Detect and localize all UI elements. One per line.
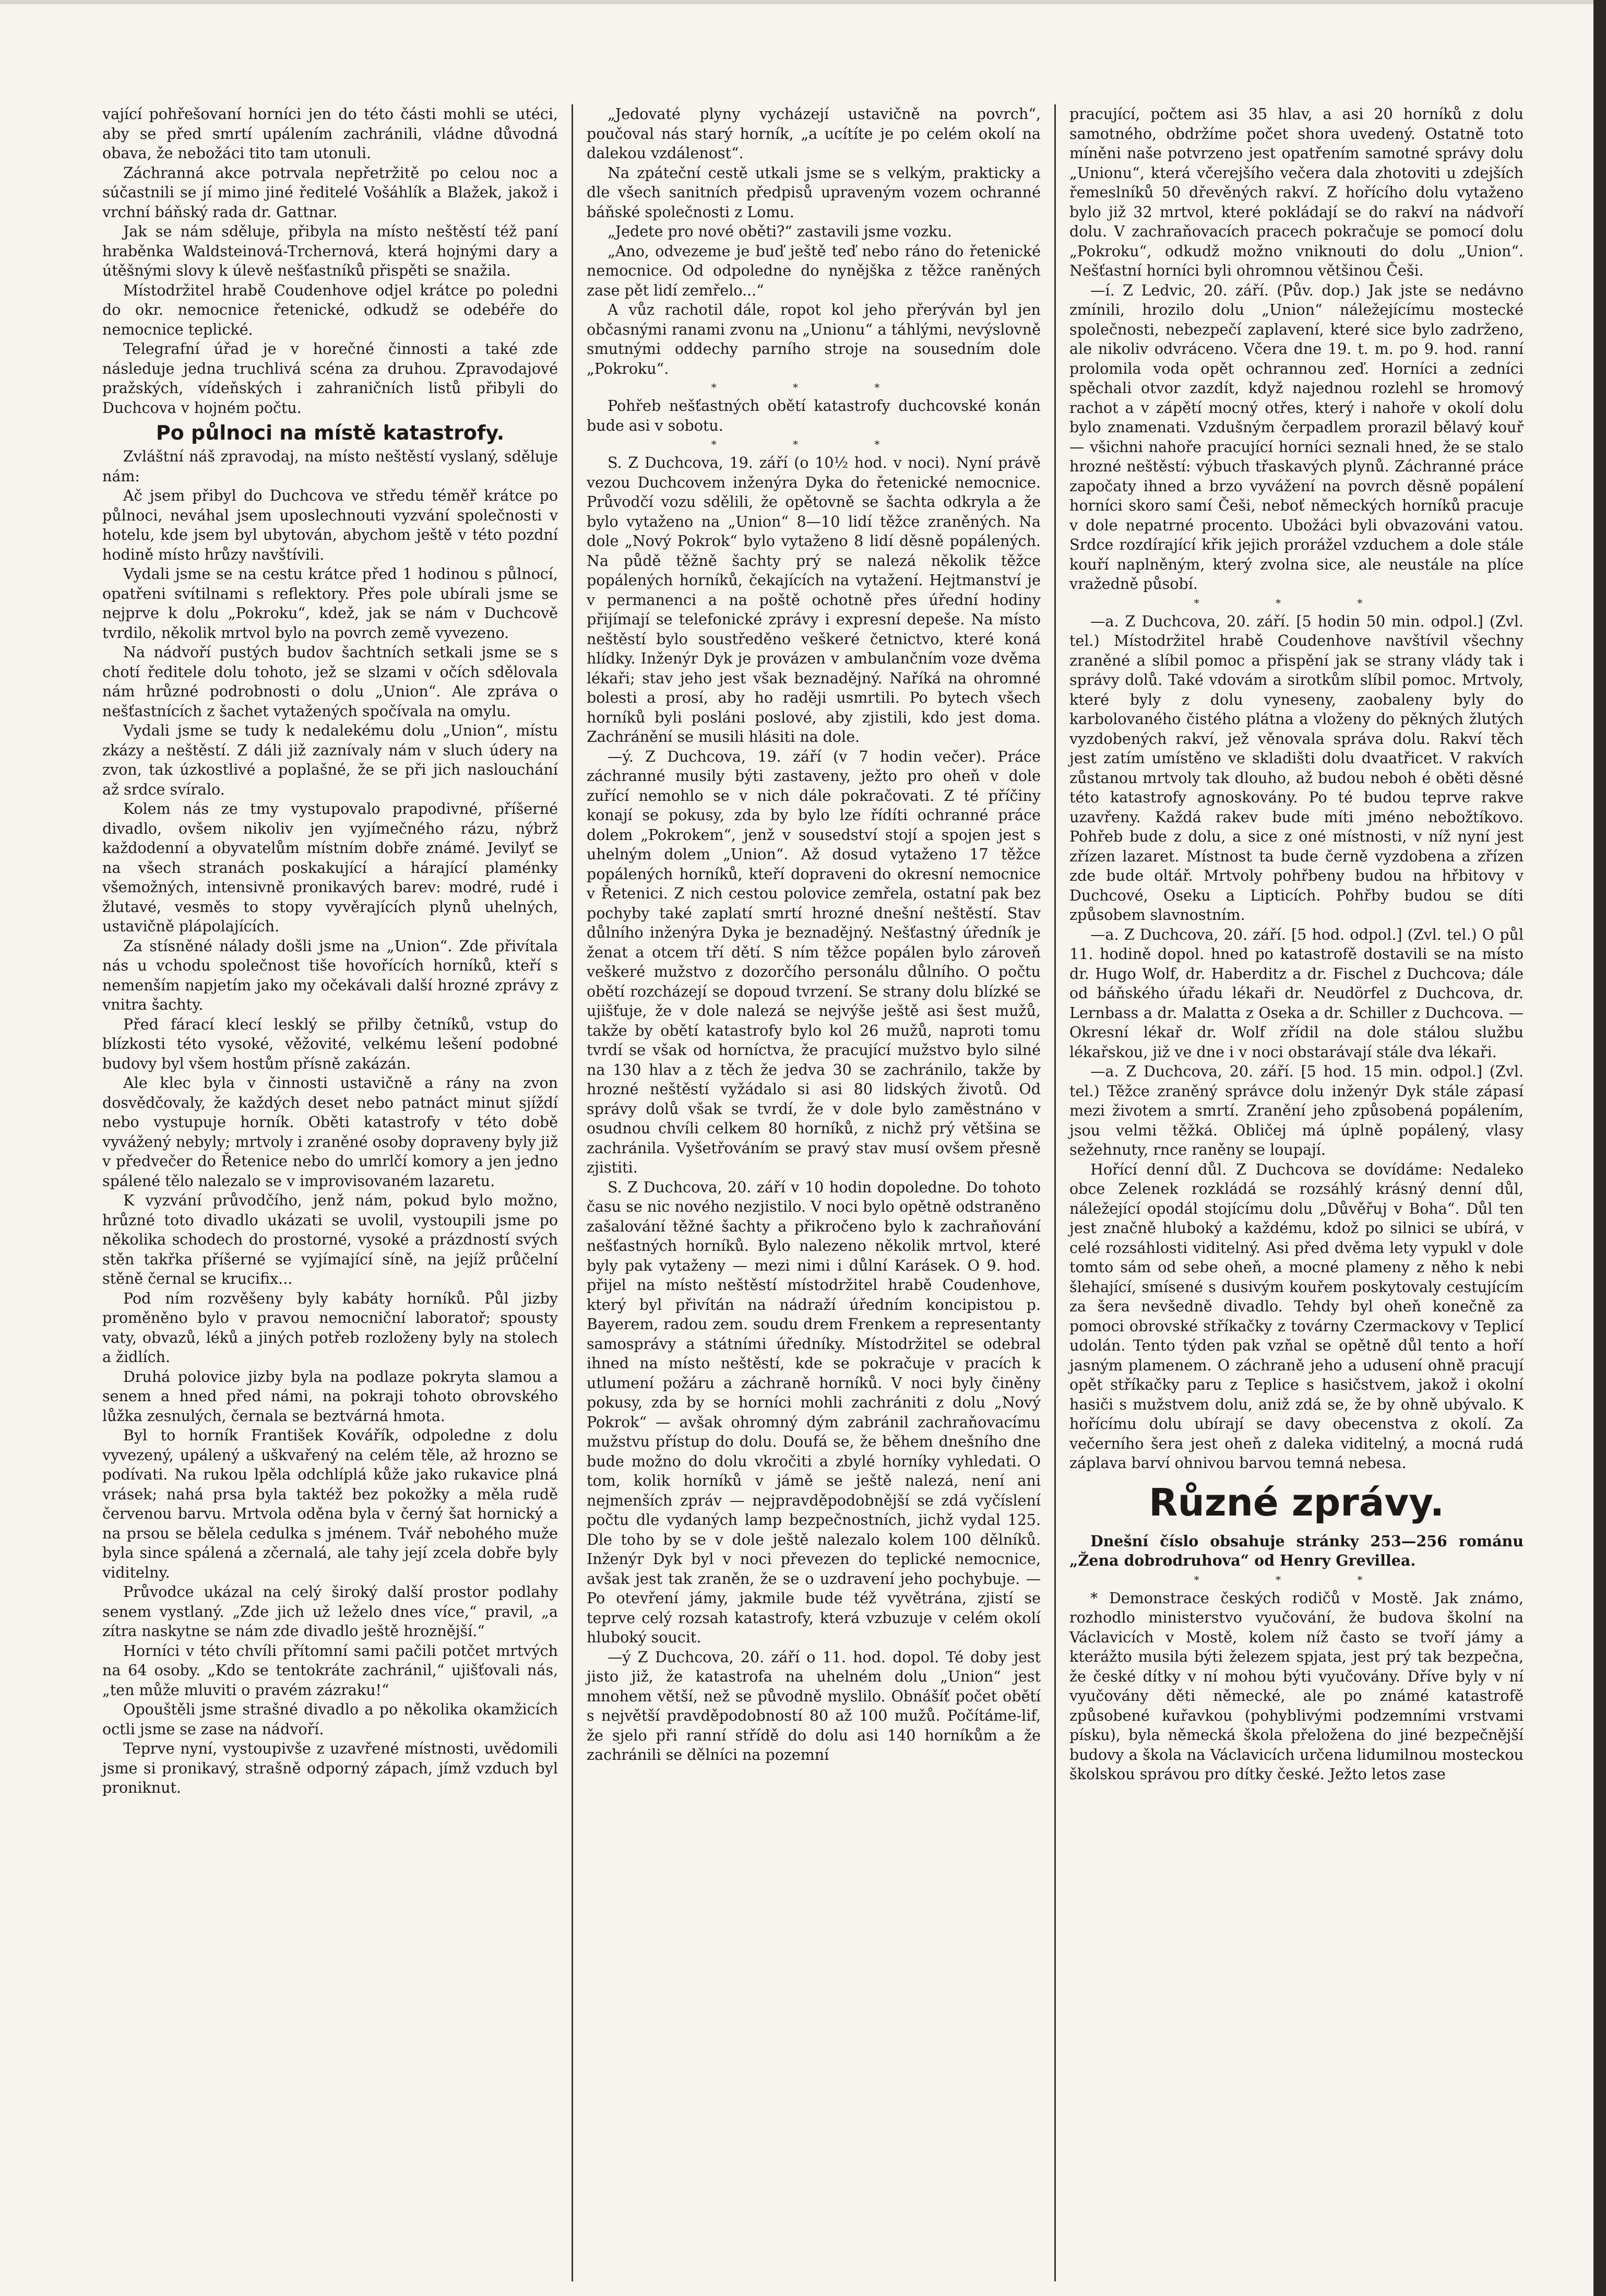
paragraph: vající pohřešovaní horníci jen do této části mohli se utéci, aby se před smrtí upálením zachránili, vládne důvodná obava, že nebožáci tito tam utonuli. [102,105,558,162]
column-1 [89,104,572,2281]
paragraph: „Jedovaté plyny vycházejí ustavičně na povrch“, poučoval nás starý horník, „a ucítíte je po celém okolí na dalekou vzdálenost“. [587,105,1041,162]
dispatch: —ý Z Duchcova, 20. září o 11. hod. dopol. Té doby jest jisto již, že katastrofa na uhelném dolu „Union“ jest mnohem větší, než se původně myslilo. Obnášíť počet obětí s největší pravděpodobností 80 až 100 mužů. Počítáme-lif, že sjelo při ranní střídě do dolu asi 140 horníkům a že zachránili se dělníci na pozemní [587,1648,1041,1764]
paragraph: Za stísněné nálady došli jsme na „Union“. Zde přivítala nás u vchodu společnost tiše hovořících horníků, kteří s nemenším napjetím jako my očekávali další hrozné zprávy z vnitra šachty. [102,937,558,1013]
paragraph: Před fárací klecí lesklý se přilby četníků, vstup do blízkosti této vysoké, věžovité, velkému lešení podobné budovy byl všem hostům přísně zakázán. [102,1015,558,1072]
separator-stars: * * * [711,381,917,394]
paragraph: Jak se nám sděluje, přibyla na místo neštěstí též paní hraběnka Waldsteinová-Trchernová, která hojnými dary a útěšnými slovy k úlevě nešťastníků přispěti se snažila. [102,223,558,279]
novel-notice: Dnešní číslo obsahuje stránky 253—256 románu „Žena dobrodruhova“ od Henry Grevillea. [1069,1532,1524,1569]
newspaper-columns [89,104,1538,2281]
paragraph: „Ano, odvezeme je buď ještě teď nebo ráno do řetenické nemocnice. Od odpoledne do nynějška z těžce raněných zase pět lidí zemřelo...“ [587,242,1041,299]
dispatch: —a. Z Duchcova, 20. září. [5 hod. 15 min. odpol.] (Zvl. tel.) Těžce zraněný správce dolu inženýr Dyk stále zápasí mezi životem a smrtí. Zranění jeho způsobená popálením, jsou velmi těžká. Obličej má úplně popálený, vlasy sežehnuty, rnce raněny se loupají. [1069,1063,1524,1158]
section-heading: Po půlnoci na místě katastrofy. [156,421,505,444]
paragraph: Ale klec byla v činnosti ustavičně a rány na zvon dosvědčovaly, že každých deset nebo patnáct minut sjíždí nebo vystupuje horník. Oběti katastrofy v této době vyvážený nebyly; mrtvoly i zraněné osoby dopraveny byly již v předvečer do Řetenice nebo do umrlčí komory a jen jedno spálené tělo nalezalo se v improvisovaném lazaretu. [102,1074,558,1190]
paragraph: Druhá polovice jizby byla na podlaze pokryta slamou a senem a hned před námi, na pokraji tohoto obrovského lůžka zesnulých, černala se beztvárná hmota. [102,1368,558,1425]
separator-stars: * * * [1194,596,1399,609]
paragraph: Pod ním rozvěšeny byly kabáty horníků. Půl jizby proměněno bylo v pravou nemocniční laboratoř; spousty vaty, obvazů, léků a jiných potřeb rozloženy byly na stolech a židlích. [102,1289,558,1366]
paragraph: Místodržitel hrabě Coudenhove odjel krátce po poledni do okr. nemocnice řetenické, odkudž se odebéře do nemocnice teplické. [102,281,558,338]
separator-stars: * * * [1194,1573,1399,1586]
dispatch: S. Z Duchcova, 19. září (o 10½ hod. v noci). Nyní právě vezou Duchcovem inženýra Dyka do řetenické nemocnice. Průvodčí vozu sdělili, že opětovně se šachta odkryla a že bylo vytaženo na „Union“ 8—10 lidí těžce zraněných. Na dole „Nový Pokrok“ bylo vytaženo 8 lidí děsně popálených. Na půdě těžně šachty prý se nalezá několik těžce popálených horníků, čekajících na vytažení. Hejtmanství je v permanenci a na poště ochotně přes úřední hodiny přijímají se telefonické zprávy i expresní depeše. Na místo neštěstí bylo soustředěno veškeré četnictvo, které koná hlídky. Inženýr Dyk je provázen v ambulančním voze dvěma lékaři; stav jeho jest však beznadějný. Naříká na ohromné bolesti a prosí, aby ho raději usmrtili. Po bytech všech horníků byli posláni poslové, aby zjistili, kdo jest doma. Zachránění se musili hlásiti na dole. [587,454,1041,745]
separator-stars: * * * [711,438,917,451]
article: * Demonstrace českých rodičů v Mostě. Jak známo, rozhodlo ministerstvo vyučování, že budova školní na Václavicích v Mostě, kolem níž často se tvoří jámy a kterážto musila býti železem spjata, jest prý tak bezpečna, že české dítky v ní mohou býti vyučovány. Dříve byly v ní vyučovány děti německé, ale po známé katastrofě způsobené kuřavkou (pohyblivými podzemními vrstvami písku), byla německá škola přeložena do jiné bezpečnější budovy a škola na Václavicích určena lidumilnou mosteckou školskou správou pro dítky české. Ježto letos zase [1069,1589,1524,1783]
dispatch: —ý. Z Duchcova, 19. září (v 7 hodin večer). Práce záchranné musily býti zastaveny, ježto pro oheň v dole zuřící nemohlo se v nich dále pokračovati. Z té příčiny konají se pokusy, zda by bylo lze řídíti ochranné práce dolem „Pokrokem“, jenž v sousedství stojí a spojen jest s uhelným dolem „Union“. Až dosud vytaženo 17 těžce popálených horníků, kteří dopraveni do okresní nemocnice v Řetenici. Z nich cestou polovice zemřela, ostatní pak bez pochyby také zaplatí smrtí hrozné dnešní neštěstí. Stav důlního inženýra Dyka je beznadějný. Nešťastný úředník je ženat a otcem tří dětí. S ním těžce popálen bylo zároveň veškeré mužstvo z dozorčího personálu důlního. O počtu obětí rozcházejí se dopoud tvrzení. Se strany dolu blízké se ujišťuje, že v dole nalezá se nejvýše ještě asi šest mužů, takže by obětí katastrofy bylo kol 26 mužů, naproti tomu tvrdí se však od horníctva, že pracující mužstvo bylo silné na 130 hlav a z těch že jedva 30 se zachránilo, takže by hrozné neštěstí vyžádalo si asi 80 lidských životů. Od správy dolů však se tvrdí, že v dole bylo zaměstnáno v osudnou chvíli celkem 80 horníků, z nichž prý většina se zachránila. Vyšetřováním se pravý stav musí ovšem přesně zjistiti. [587,748,1041,1176]
paragraph: Horníci v této chvíli přítomní sami pačili potčet mrtvých na 64 osoby. „Kdo se tentokráte zachránil,“ ujišťovali nás, „ten může mluviti o pravém zázraku!“ [102,1642,558,1699]
paragraph: pracující, počtem asi 35 hlav, a asi 20 horníků z dolu samotného, obdržíme počet shora uvedený. Ostatně toto míněni naše potvrzeno jest opatřením samotné správy dolu „Unionu“, která včerejšího večera dala zhotoviti u zdejších řemeslníků 50 dřevěných rakví. Z hořícího dolu vytaženo bylo již 32 mrtvol, které pokládají se do rakví na nádvoří dolu. V zachraňovacích pracech pokračuje se pomocí dolu „Pokroku“, odkudž možno vniknouti do dolu „Union“. Nešťastní horníci byli ohromnou většinou Češi. [1069,105,1524,279]
dispatch: —a. Z Duchcova, 20. září. [5 hod. odpol.] (Zvl. tel.) O půl 11. hodině dopol. hned po katastrofě dostavili se na místo dr. Hugo Wolf, dr. Haberditz a dr. Fischel z Duchcova; dále od báňského úřadu lékaři dr. Neudörfel z Duchcova, dr. Lernbass a dr. Malatta z Oseka a dr. Schiller z Duchcova. — Okresní lékař dr. Wolf zřídil na dole stálou službu lékařskou, již ve dne i v noci obstarávají stále dva lékaři. [1069,926,1524,1061]
paragraph: Byl to horník František Kovářík, odpoledne z dolu vyvezený, upálený a uškvařený na celém těle, až hrozno se podívati. Na rukou lpěla odchlíplá kůže jako rukavice plná vrásek; nahá prsa byla taktéž bez pokožky a měla rudě červenou barvu. Mrtvola oděna byla v černý šat hornický a na prsou se bělela cedulka s jménem. Tvář nebohého muže byla since spálená a zčernalá, ale tahy její zcela dobře byly viditelny. [102,1427,558,1581]
paragraph: Vydali jsme se na cestu krátce před 1 hodinou s půlnocí, opatřeni svítilnami s reflektory. Přes pole ubírali jsme se nejprve k dolu „Pokroku“, kdež, jak se nám v Duchcově tvrdilo, několik mrtvol bylo na povrch země vyvezeno. [102,565,558,642]
section-heading: Různé zprávy. [1149,1480,1444,1524]
dispatch: S. Z Duchcova, 20. září v 10 hodin dopoledne. Do tohoto času se nic nového nezjistilo. V noci bylo opětně odstraněno zašalování těžné šachty a přikročeno bylo k zachraňování nešťastných horníků. Bylo nalezeno několik mrtvol, které byly pak vytaženy — mezi nimi i důlní Karásek. O 9. hod. přijel na místo neštěstí místodržitel hrabě Coudenhove, který byl přivítán na nádraží úředním koncipistou p. Bayerem, radou zem. soudu drem Frenkem a representanty samosprávy a státními úředníky. Místodržitel se odebral ihned na místo neštěstí, kde se pokračuje v pracích k utlumení požáru a záchraně horníků. V noci byly činěny pokusy, zda by se horníci mohli zachrániti z dolu „Nový Pokrok“ — avšak ohromný dým zabránil zachraňovacímu mužstvu přístup do dolu. Doufá se, že během dnešního dne bude možno do dolu vkročiti a zbylé horníky vyhledati. O tom, kolik horníků v jámě se ještě nalezá, není ani nejmenších zpráv — nejpravděpodobnější se zdá vyčíslení počtu dle vydaných lamp bezpečnostních, jichž vydal 125. Dle toho by se v dole ještě nalezalo kolem 100 dělníků. Inženýr Dyk byl v noci převezen do teplické nemocnice, avšak jest tak zraněn, že se o uzdravení jeho pochybuje. — Po otevření jámy, jakmile bude též vyvětrána, zjistí se teprve celý rozsah katastrofy, která vzbuzuje v celém okolí hluboký soucit. [587,1178,1041,1646]
paragraph: „Jedete pro nové oběti?“ zastavili jsme vozku. [608,223,952,240]
column-3 [1054,104,1537,2281]
paragraph: Telegrafní úřad je v horečné činnosti a také zde následuje jedna truchlivá scéna za druhou. Zpravodajové pražských, vídeňských i zahraničních listů přibyli do Duchcova v hojném počtu. [102,340,558,417]
paragraph: Vydali jsme se tudy k nedalekému dolu „Union“, místu zkázy a neštěstí. Z dáli již zaznívaly nám v sluch údery na zvon, tak úzkostlivé a poplašné, že se při jich naslouchání až srdce svíralo. [102,722,558,798]
page-top-edge [0,0,1606,4]
page-right-edge [1593,0,1606,2296]
dispatch: —a. Z Duchcova, 20. září. [5 hodin 50 min. odpol.] (Zvl. tel.) Místodržitel hrabě Coudenhove navštívil všechny zraněné a slíbil pomoc a přispění jak se strany vlády tak i správy dolů. Také vdovám a sirotkům slíbil pomoc. Mrtvoly, které byly z dolu vyneseny, zaobaleny byly do karbolovaného čistého plátna a vloženy do pěkných žlutých vyzdobených rakví, jež věnovala správa dolu. Rakví těch jest zatím umístěno ve skladišti dolu dvaatřicet. V rakvích zůstanou mrtvoly tak dlouho, až budou neboh é oběti děsné této katastrofy agnoskovány. Po té budou teprve rakve uzavřeny. Každá rakev bude míti jméno nebožtíkovo. Pohřeb bude z dolu, a sice z oné místnosti, v níž nyní jest zřízen lazaret. Místnost ta bude černě vyzdobena a zřízen zde bude oltář. Mrtvoly pohřbeny budou na hřbitovy v Duchcové, Oseku a Lipticích. Pohřby budou se díti způsobem slavnostním. [1069,612,1524,924]
paragraph: K vyzvání průvodčího, jenž nám, pokud bylo možno, hrůzné toto divadlo ukázati se uvolil, vystoupili jsme po několika schodech do prostorné, vysoké a prázdností svých stěn takřka příšerné se vyjímající síně, na jejíž průčelní stěně černal se krucifix... [102,1192,558,1287]
paragraph: Na nádvoří pustých budov šachtních setkali jsme se s chotí ředitele dolu tohoto, jež se slzami v očích sdělovala nám hrůzné podrobnosti o dolu „Union“. Ale zpráva o nešťastnících z šachet vytažených spočívala na omylu. [102,644,558,720]
paragraph: Průvodce ukázal na celý široký další prostor podlahy senem vystlaný. „Zde jich už leželo dnes více,“ pravil, „a zítra naskytne se nám zde divadlo ještě hroznější.“ [102,1583,558,1640]
paragraph: Na zpáteční cestě utkali jsme se s velkým, prakticky a dle všech sanitních předpisů upraveným vozem ochranné báňské společnosti z Lomu. [587,164,1041,221]
paragraph: Opouštěli jsme strašné divadlo a po několika okamžicích octli jsme se zase na nádvoří. [102,1701,558,1738]
dispatch: —í. Z Ledvic, 20. září. (Pův. dop.) Jak jste se nedávno zmínili, hrozilo dolu „Union“ náležejícímu mostecké společnosti, nebezpečí zaplavení, které sice bylo zadrženo, ale nikoliv odvráceno. Včera dne 19. t. m. po 9. hod. ranní prolomila voda opět ochrannou zeď. Horníci a zedníci spěchali otvor zazdít, když najednou rozlehl se hromový rachot a v zápětí mocný otřes, který i nahoře v okolí dolu bylo znamenati. Vzdušným čerpadlem prorazil bělavý kouř — všichni nahoře pracující horníci seznali hned, že se stalo hrozné neštěstí: výbuch třaskavých plynů. Záchranné práce započaty ihned a brzo vyvážení na povrch děsně popálení horníci skoro samí Češi, neboť německých horníků pracuje v dole nepatrné procento. Ubožáci byli obvazováni vatou. Srdce rozdírající křik jejich prorážel vzduchem a dole stále kouří naplněným, který zvolna sice, ale neustále na plíce vražedně působí. [1069,281,1524,593]
paragraph: Teprve nyní, vystoupivše z uzavřené místnosti, uvědomili jsme si pronikavý, strašně odporný zápach, jímž vzduch byl proniknut. [102,1740,558,1796]
paragraph: A vůz rachotil dále, ropot kol jeho přerýván byl jen občasnými ranami zvonu na „Unionu“ a táhlými, nevýslovně smutnými oddechy parního stroje na sousedním dole „Pokroku“. [587,301,1041,377]
column-2 [572,104,1054,2281]
paragraph: Kolem nás ze tmy vystupovalo prapodivné, příšerné divadlo, ovšem nikoliv jen vyjímečného rázu, nýbrž každodenní a obyvatelům místním dobře známé. Jevilyť se na všech stranách poskakující a hárající plaménky všemožných, intensivně pronikavých barev: modré, rudé i žlutavé, vesměs to stopy vyvěrajících plynů uhelných, ustavičně plápolajících. [102,800,558,935]
paragraph: Zvláštní náš zpravodaj, na místo neštěstí vyslaný, sděluje nám: [102,448,558,485]
paragraph: Záchranná akce potrvala nepřetržitě po celou noc a súčastnili se jí mimo jiné ředitelé Vošáhlík a Blažek, jakož i vrchní báňský rada dr. Gattnar. [102,164,558,221]
article: Hořící denní důl. Z Duchcova se dovídáme: Nedaleko obce Zelenek rozkládá se rozsáhlý krásný denní důl, náležející opodál stojícímu dolu „Důvěřuj v Boha“. Důl ten jest značně hluboký a každému, kdož po silnici se ubírá, v celé rozsáhlosti viditelný. Asi před dvěma lety vypukl v dole tomto sám od sebe oheň, a mocné plameny z něho k nebi šlehající, smísené s dusivým kouřem poskytovaly cestujícím za šera nevšedně divadlo. Tehdy byl oheň konečně za pomoci obrovské stříkačky z továrny Czermackovy v Teplicí udolán. Tento týden pak vzňal se opětně důl tento a hoří jasným plamenem. O záchraně jeho a udusení ohně pracují opět stříkačky paru z Teplice s hasičstvem, jakož i okolní hasiči s mužstvem dolu, aniž zdá se, že by ohně ubývalo. K hořícímu dolu ubírají se davy obecenstva z okolí. Za večerního šera jest oheň z daleka viditelný, a mocná rudá záplava barví ohnivou barvou temná nebesa. [1069,1161,1524,1472]
paragraph: Ač jsem přibyl do Duchcova ve středu téměř krátce po půlnoci, neváhal jsem uposlechnouti vyzvání společnosti v hotelu, kde jsem byl ubytován, abychom ještě v této pozdní hodině místo hrůzy navštívili. [102,487,558,563]
burial-notice: Pohřeb nešťastných obětí katastrofy duchcovské konán bude asi v sobotu. [587,397,1041,434]
